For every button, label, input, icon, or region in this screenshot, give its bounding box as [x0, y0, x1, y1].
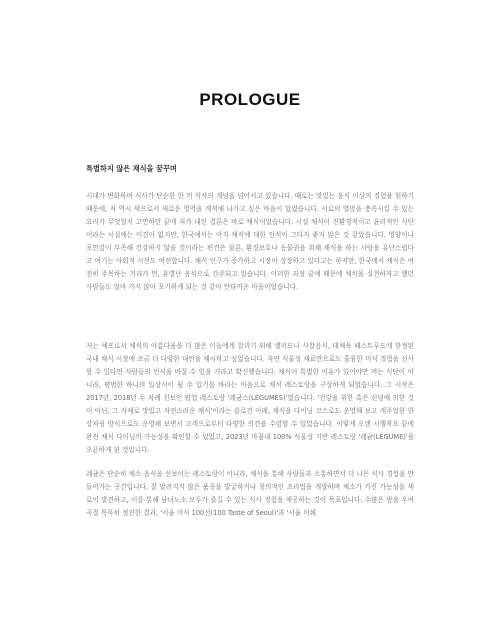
body-paragraph-1: 시대가 변화하며 식사가 단순한 한 끼 식사의 개념을 넘어서고 있습니다. 때로는 맛있는 음식 이상의 경험을 원하기 때문에, 저 역시 셰프로서 새로운 영역을 개척해 나가고 싶은 마음이 있었습니다. 서로의 열망을 충족시킬 수 있는 요리가 무엇일지 고민하던 끝에 저가 내린 결론은 바로 채식이었습니다. 시설 채식이 진환경적이고 윤리적인 식단이라는 시실에는 이견이 없지만, 한국에서는 아직 채식에 대한 인식이 그다지 좋지 않은 것 같았습니다. 영양이나 포만감이 부족해 건강하지 않을 것이라는 편견은 물론, 환경보호나 동물권을 위해 채식을 하는 사람을 유난스럽다고 여기는 사회적 시선도 여전합니다. 채식 인구가 증가하고 시장이 성장하고 있다고는 하지만, 한국에서 채식은 여전히 주목하는 거리가 먼, 유별난 음식으로 간주되고 있습니다. 이러한 과정 끝에 때문에 채식을 실천하자고 했던 사람들도 얼마 가지 않아 포기하게 되는 것 같아 안타까운 마음이었습니다. [86, 192, 414, 291]
page-title: PROLOGUE [199, 90, 301, 109]
section-subtitle: 특별하지 않은 채식을 꿈꾸며 [86, 164, 177, 173]
body-paragraph-2: 저는 셰프로서 채식의 아름다움을 더 많은 이들에게 알리기 위해 셀러드나 사찰음식, 대체육 패스트푸드에 한정된 국내 채식 시장에 조금 더 다양한 대안을 제시하고 싶었습니다. 자연 식물성 재료만으로도 훌륭한 미식 경험을 선사할 수 있다면 사람들의 인식을 바꿀 수 있을 거라고 확신했습니다. 채식이 특별한 이유가 있어야만 먹는 식단이 아니라, 평범한 하나의 일상식이 될 수 있기를 바라는 마음으로 채식 레스토랑을 구상하게 되었습니다. 그 시작은 2017년, 2018년 두 차례 선보인 팝업 레스토랑 '레귬스(LÉGUMES)'였습니다. '건강을 위한 혹은 신념에 의한 것이 아닌, 그 자체로 맛있고 자연스러운 채식'이라는 슬로건 아래, 채식을 다이닝 코스로도 운영해 보고 캐주얼한 한상차림 방식으로도 운영해 보면서 고객으로부터 다양한 의견을 수렴할 수 있었습니다. 이렇게 오랜 시행착오 끝에 완전 채식 다이닝의 가능성을 확인할 수 있었고, 2023년 마침내 100% 식물성 기반 레스토랑 '레귬(LÉGUME)'을 오픈하게 된 것입니다. [86, 342, 414, 454]
body-paragraph-3: 레귬은 단순히 채소 음식을 선보이는 레스토랑이 아니라, 채식을 통해 사람들과 소통하면서 더 나은 식사 경험을 만들어가는 공간입니다. 잘 알려지지 않은 품종을 발굴하거나 창의적인 조리법을 개발하며 채소가 가진 가능성을 새로이 발견하고, 이를 통해 남녀노소 모두가 즐길 수 있는 식사 경험을 제공하는 것이 목표입니다. 수많은 밤을 우여곡절 목묵히 정진한 결과, '서울 미식 100선(100 Taste of Seoul)'과 '서울 미쉐 [86, 470, 414, 517]
